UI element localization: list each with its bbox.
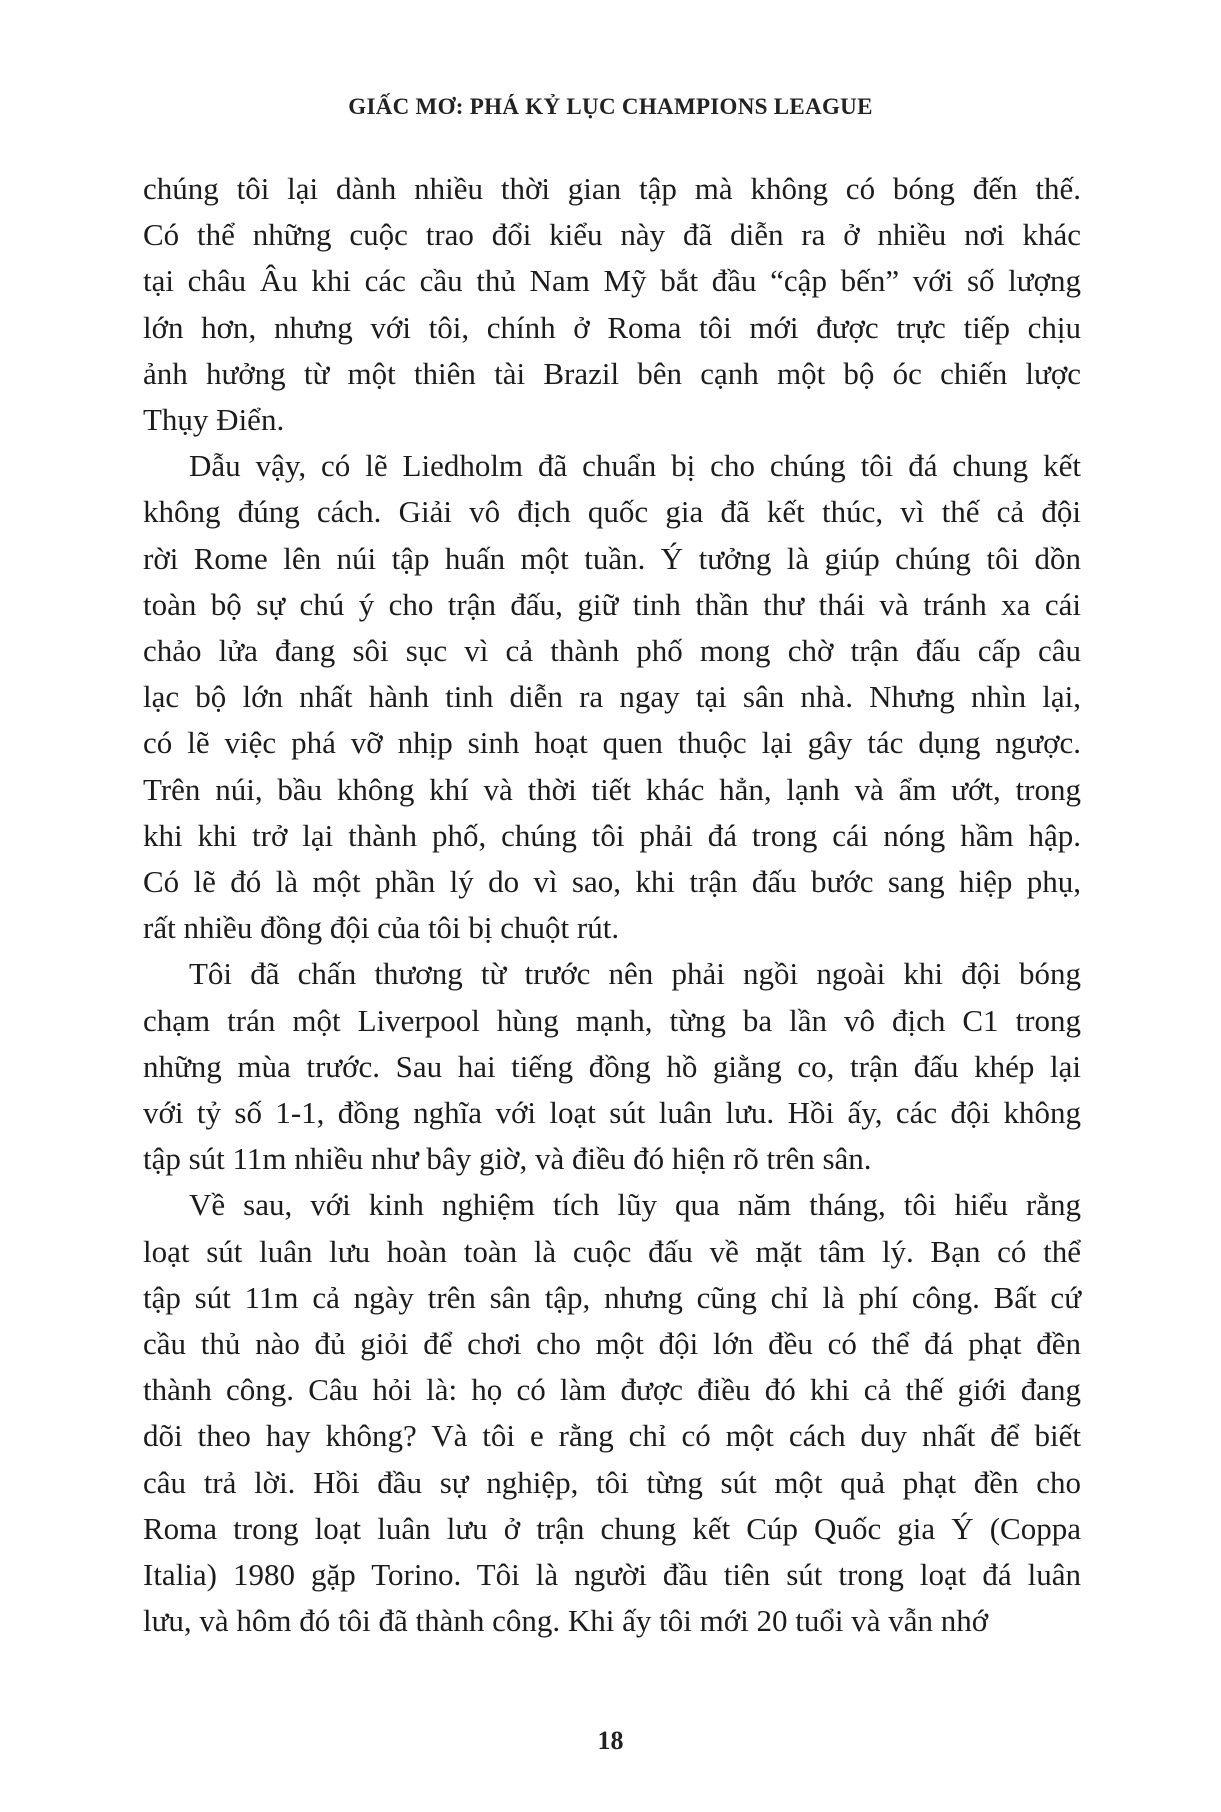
text-line: lạc bộ lớn nhất hành tinh diễn ra ngay tại sân nhà. Nhưng nhìn lại,	[143, 679, 1081, 715]
text-line: Italia) 1980 gặp Torino. Tôi là người đầu tiên sút trong loạt đá luân	[143, 1557, 1081, 1593]
text-line: rời Rome lên núi tập huấn một tuần. Ý tưởng là giúp chúng tôi dồn	[143, 540, 1081, 576]
text-line: toàn bộ sự chú ý cho trận đấu, giữ tinh thần thư thái và tránh xa cái	[143, 586, 1081, 622]
text-line: rất nhiều đồng đội của tôi bị chuột rút.	[143, 910, 620, 946]
page-number: 18	[597, 1726, 624, 1755]
text-line: Roma trong loạt luân lưu ở trận chung kết Cúp Quốc gia Ý (Coppa	[143, 1510, 1081, 1546]
text-line: câu trả lời. Hồi đầu sự nghiệp, tôi từng sút một quả phạt đền cho	[143, 1464, 1081, 1500]
text-line: những mùa trước. Sau hai tiếng đồng hồ giằng co, trận đấu khép lại	[143, 1048, 1081, 1084]
text-line: ảnh hưởng từ một thiên tài Brazil bên cạnh một bộ óc chiến lược	[143, 355, 1081, 391]
text-line: Dẫu vậy, có lẽ Liedholm đã chuẩn bị cho chúng tôi đá chung kết	[189, 448, 1081, 484]
text-line: lớn hơn, nhưng với tôi, chính ở Roma tôi mới được trực tiếp chịu	[143, 309, 1081, 345]
text-line: chảo lửa đang sôi sục vì cả thành phố mong chờ trận đấu cấp câu	[143, 633, 1081, 669]
paragraph	[143, 443, 1081, 951]
body-text	[143, 166, 1081, 1645]
text-line: khi khi trở lại thành phố, chúng tôi phải đá trong cái nóng hầm hập.	[143, 817, 1081, 853]
text-line: Thụy Điển.	[143, 402, 285, 438]
text-line: tập sút 11m cả ngày trên sân tập, nhưng cũng chỉ là phí công. Bất cứ	[143, 1279, 1081, 1315]
text-line: loạt sút luân lưu hoàn toàn là cuộc đấu về mặt tâm lý. Bạn có thể	[143, 1233, 1081, 1269]
text-line: tại châu Âu khi các cầu thủ Nam Mỹ bắt đầu “cập bến” với số lượng	[143, 263, 1081, 299]
paragraph	[143, 951, 1081, 1182]
text-line: dõi theo hay không? Và tôi e rằng chỉ có một cách duy nhất để biết	[143, 1418, 1081, 1454]
text-line: Về sau, với kinh nghiệm tích lũy qua năm tháng, tôi hiểu rằng	[189, 1187, 1081, 1223]
text-line: tập sút 11m nhiều như bây giờ, và điều đó hiện rõ trên sân.	[143, 1141, 872, 1177]
text-line: có lẽ việc phá vỡ nhịp sinh hoạt quen thuộc lại gây tác dụng ngược.	[143, 725, 1081, 761]
text-line: Tôi đã chấn thương từ trước nên phải ngồi ngoài khi đội bóng	[189, 956, 1081, 992]
text-line: Trên núi, bầu không khí và thời tiết khác hẳn, lạnh và ẩm ướt, trong	[143, 771, 1081, 807]
text-line: Có lẽ đó là một phần lý do vì sao, khi trận đấu bước sang hiệp phụ,	[143, 864, 1081, 900]
running-header: GIẤC MƠ: PHÁ KỶ LỤC CHAMPIONS LEAGUE	[348, 94, 873, 119]
text-line: thành công. Câu hỏi là: họ có làm được điều đó khi cả thế giới đang	[143, 1372, 1081, 1408]
text-line: chúng tôi lại dành nhiều thời gian tập mà không có bóng đến thế.	[143, 171, 1081, 206]
text-line: chạm trán một Liverpool hùng mạnh, từng ba lần vô địch C1 trong	[143, 1002, 1081, 1038]
text-line: với tỷ số 1-1, đồng nghĩa với loạt sút luân lưu. Hồi ấy, các đội không	[143, 1095, 1081, 1131]
text-line: lưu, và hôm đó tôi đã thành công. Khi ấy tôi mới 20 tuổi và vẫn nhớ	[143, 1603, 989, 1639]
text-line: cầu thủ nào đủ giỏi để chơi cho một đội lớn đều có thể đá phạt đền	[143, 1326, 1081, 1362]
paragraph	[143, 166, 1081, 443]
text-line: Có thể những cuộc trao đổi kiểu này đã diễn ra ở nhiều nơi khác	[143, 217, 1081, 253]
paragraph	[143, 1182, 1081, 1644]
text-line: không đúng cách. Giải vô địch quốc gia đã kết thúc, vì thế cả đội	[143, 494, 1081, 530]
